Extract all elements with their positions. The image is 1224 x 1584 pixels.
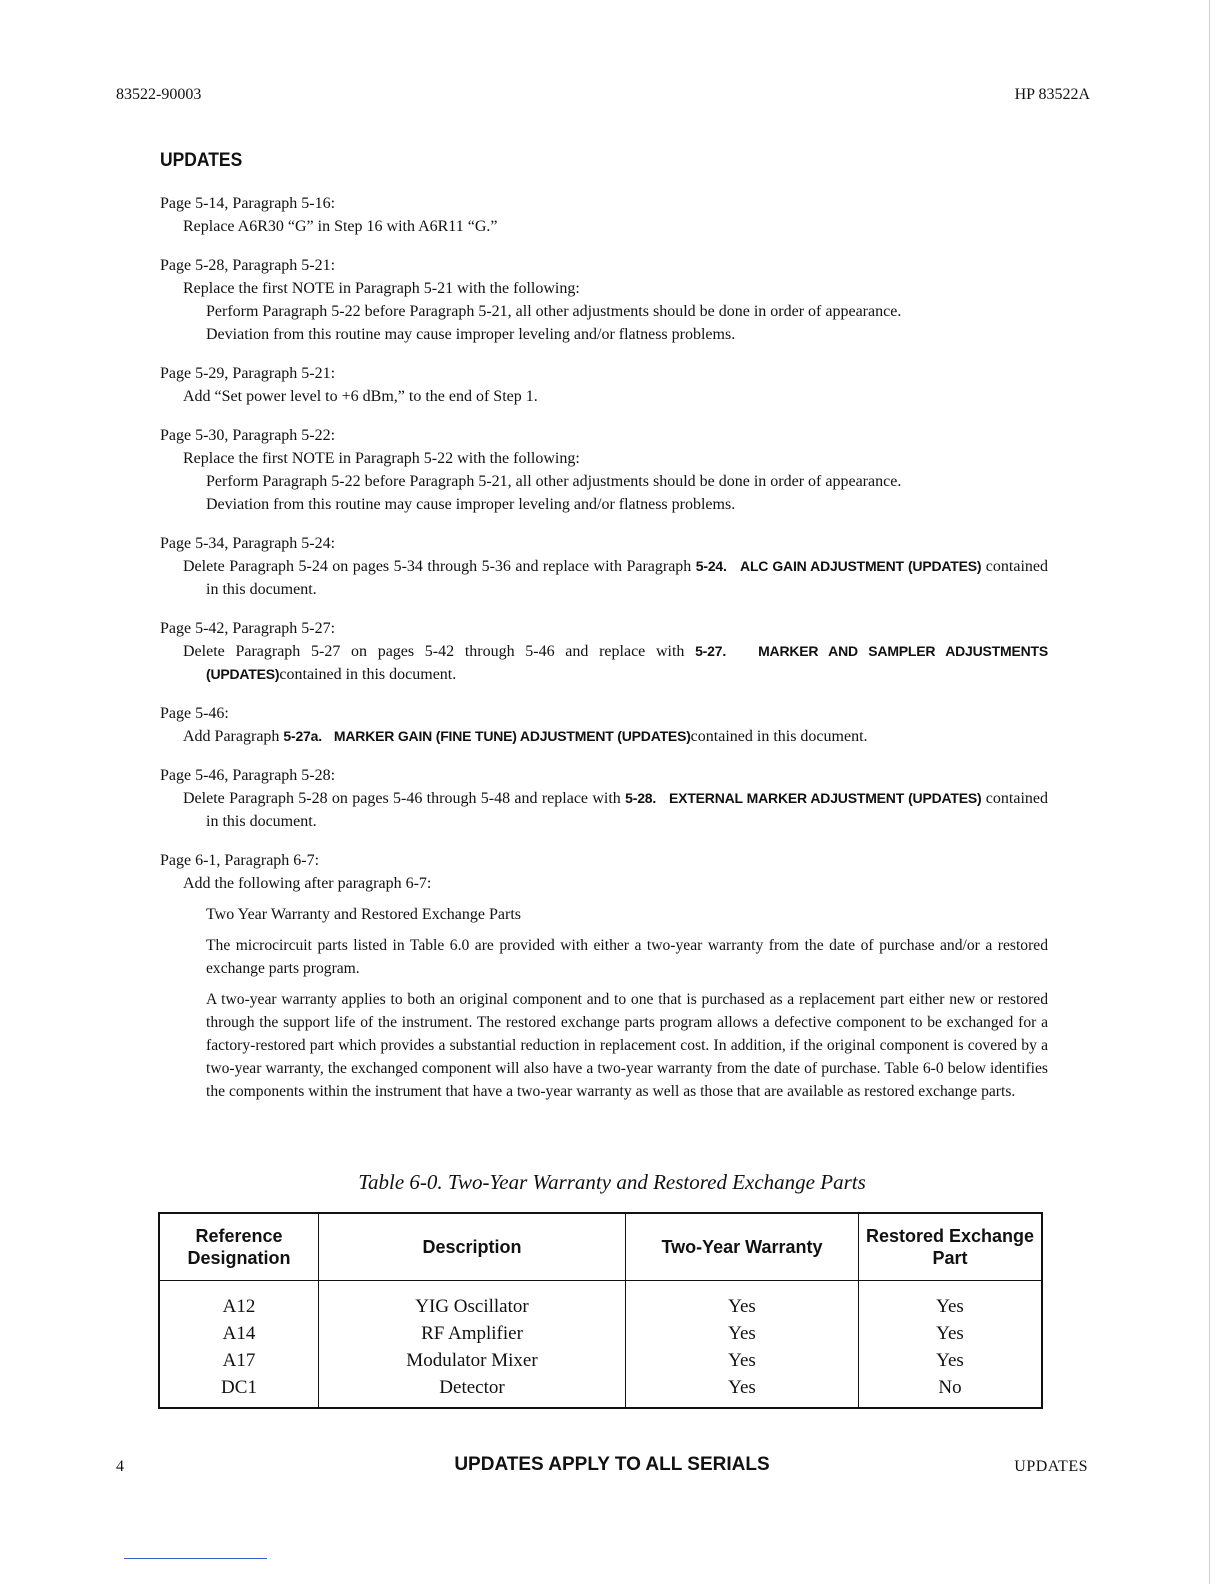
note-text: Deviation from this routine may cause improper leveling and/or flatness problems. — [206, 326, 736, 343]
update-entry — [160, 764, 1048, 833]
entry-text-pre: Delete Paragraph 5-28 on pages 5-46 through 5-48 and replace with — [183, 790, 626, 807]
column-header: Restored Exchange Part — [859, 1213, 1043, 1281]
update-entry — [160, 532, 1048, 601]
entry-text — [160, 725, 1048, 748]
update-entry — [160, 192, 1048, 238]
section-subtitle: Two Year Warranty and Restored Exchange Parts — [206, 906, 521, 923]
entry-text-pre: Delete Paragraph 5-27 on pages 5-42 through 5-46 and replace with — [183, 643, 696, 660]
entry-text: Replace the first NOTE in Paragraph 5-21 with the following: — [183, 280, 580, 297]
entry-text: Replace the first NOTE in Paragraph 5-22 with the following: — [183, 450, 580, 467]
update-entry — [160, 849, 1048, 1103]
column-header: Reference Designation — [159, 1213, 319, 1281]
entry-reference: Page 5-42, Paragraph 5-27: — [160, 620, 336, 637]
note-text: Perform Paragraph 5-22 before Paragraph 5-21, all other adjustments should be done in order of appearance. — [206, 473, 902, 490]
entry-text: Replace A6R30 “G” in Step 16 with A6R11 “G.” — [183, 218, 498, 235]
table-cell: RF Amplifier — [319, 1320, 626, 1347]
table-header-row — [159, 1213, 1042, 1281]
entry-reference: Page 5-14, Paragraph 5-16: — [160, 195, 336, 212]
update-entry — [160, 362, 1048, 408]
footer-notice: UPDATES APPLY TO ALL SERIALS — [454, 1454, 770, 1475]
entry-reference: Page 5-30, Paragraph 5-22: — [160, 427, 336, 444]
table-cell: Modulator Mixer — [319, 1347, 626, 1374]
table-cell: Yes — [859, 1281, 1043, 1321]
table-row — [159, 1281, 1042, 1321]
entry-text-post: contained in this document. — [206, 790, 1048, 830]
entry-text-post: contained in this document. — [279, 666, 457, 683]
entry-text-post: contained in this document. — [690, 728, 868, 745]
table-cell: Yes — [859, 1347, 1043, 1374]
entry-text: Add the following after paragraph 6-7: — [183, 875, 432, 892]
entry-reference: Page 5-28, Paragraph 5-21: — [160, 257, 336, 274]
table-row — [159, 1347, 1042, 1374]
table-cell: Yes — [626, 1347, 859, 1374]
page-title: UPDATES — [160, 150, 243, 171]
page-number: 4 — [116, 1458, 124, 1475]
table-cell: Yes — [626, 1374, 859, 1408]
entry-text-pre: Add Paragraph — [183, 728, 284, 745]
note-text: Deviation from this routine may cause improper leveling and/or flatness problems. — [206, 496, 736, 513]
column-header: Description — [319, 1213, 626, 1281]
entry-reference: Page 5-46: — [160, 705, 229, 722]
entry-reference: Page 6-1, Paragraph 6-7: — [160, 852, 320, 869]
table-cell: Yes — [626, 1281, 859, 1321]
model-number: HP 83522A — [1014, 86, 1090, 103]
entry-reference: Page 5-46, Paragraph 5-28: — [160, 767, 336, 784]
paragraph-title: MARKER GAIN (FINE TUNE) ADJUSTMENT (UPDATES) — [333, 728, 691, 744]
entry-reference: Page 5-34, Paragraph 5-24: — [160, 535, 336, 552]
entry-text — [160, 640, 1048, 686]
table-cell: Yes — [859, 1320, 1043, 1347]
table-cell: No — [859, 1374, 1043, 1408]
entry-text — [160, 787, 1048, 833]
entry-text: Add “Set power level to +6 dBm,” to the end of Step 1. — [183, 388, 538, 405]
table-row — [159, 1374, 1042, 1408]
updates-list — [160, 192, 1048, 1119]
paragraph-title: ALC GAIN ADJUSTMENT (UPDATES) — [740, 558, 982, 574]
table-cell: Detector — [319, 1374, 626, 1408]
table-caption: Table 6-0. Two-Year Warranty and Restored Exchange Parts — [358, 1170, 866, 1194]
entry-text-post: contained in this document. — [206, 558, 1049, 598]
entry-text — [160, 555, 1048, 601]
update-entry — [160, 617, 1048, 686]
table-cell: A14 — [159, 1320, 319, 1347]
paragraph-number: 5-27. — [695, 643, 727, 659]
table-cell: Yes — [626, 1320, 859, 1347]
table-cell: DC1 — [159, 1374, 319, 1408]
page-edge-line — [1209, 0, 1210, 1584]
paragraph-title: MARKER AND SAMPLER ADJUSTMENTS (UPDATES) — [206, 643, 1048, 682]
update-entry — [160, 702, 1048, 748]
body-paragraph: The microcircuit parts listed in Table 6.0 are provided with either a two-year warranty from the date of purchase and/or a restored exchange parts program. — [206, 937, 1048, 977]
bottom-rule — [124, 1558, 267, 1559]
paragraph-title: EXTERNAL MARKER ADJUSTMENT (UPDATES) — [669, 790, 982, 806]
footer-section: UPDATES — [1014, 1458, 1088, 1475]
table-row — [159, 1320, 1042, 1347]
warranty-parts-table — [158, 1212, 1043, 1409]
entry-text-pre: Delete Paragraph 5-24 on pages 5-34 through 5-36 and replace with Paragraph — [183, 558, 696, 575]
table-cell: YIG Oscillator — [319, 1281, 626, 1321]
document-number: 83522-90003 — [116, 86, 202, 103]
note-text: Perform Paragraph 5-22 before Paragraph 5-21, all other adjustments should be done in order of appearance. — [206, 303, 902, 320]
paragraph-number: 5-24. — [695, 558, 727, 574]
column-header: Two-Year Warranty — [626, 1213, 859, 1281]
body-paragraph: A two-year warranty applies to both an original component and to one that is purchased as a replacement part either new or restored through the support life of the instrument. The restored exchange parts program allows a defective component to be exchanged for a factory-restored part which provides a substantial reduction in replacement cost. In addition, if the original component is covered by a two-year warranty, the exchanged component will also have a two-year warranty from the date of purchase. Table 6-0 below identifies the components within the instrument that have a two-year warranty as well as those that are available as restored exchange parts. — [206, 991, 1048, 1100]
paragraph-number: 5-28. — [625, 790, 657, 806]
table-cell: A12 — [159, 1281, 319, 1321]
table-cell: A17 — [159, 1347, 319, 1374]
update-entry — [160, 254, 1048, 346]
paragraph-number: 5-27a. — [283, 728, 322, 744]
entry-reference: Page 5-29, Paragraph 5-21: — [160, 365, 336, 382]
update-entry — [160, 424, 1048, 516]
